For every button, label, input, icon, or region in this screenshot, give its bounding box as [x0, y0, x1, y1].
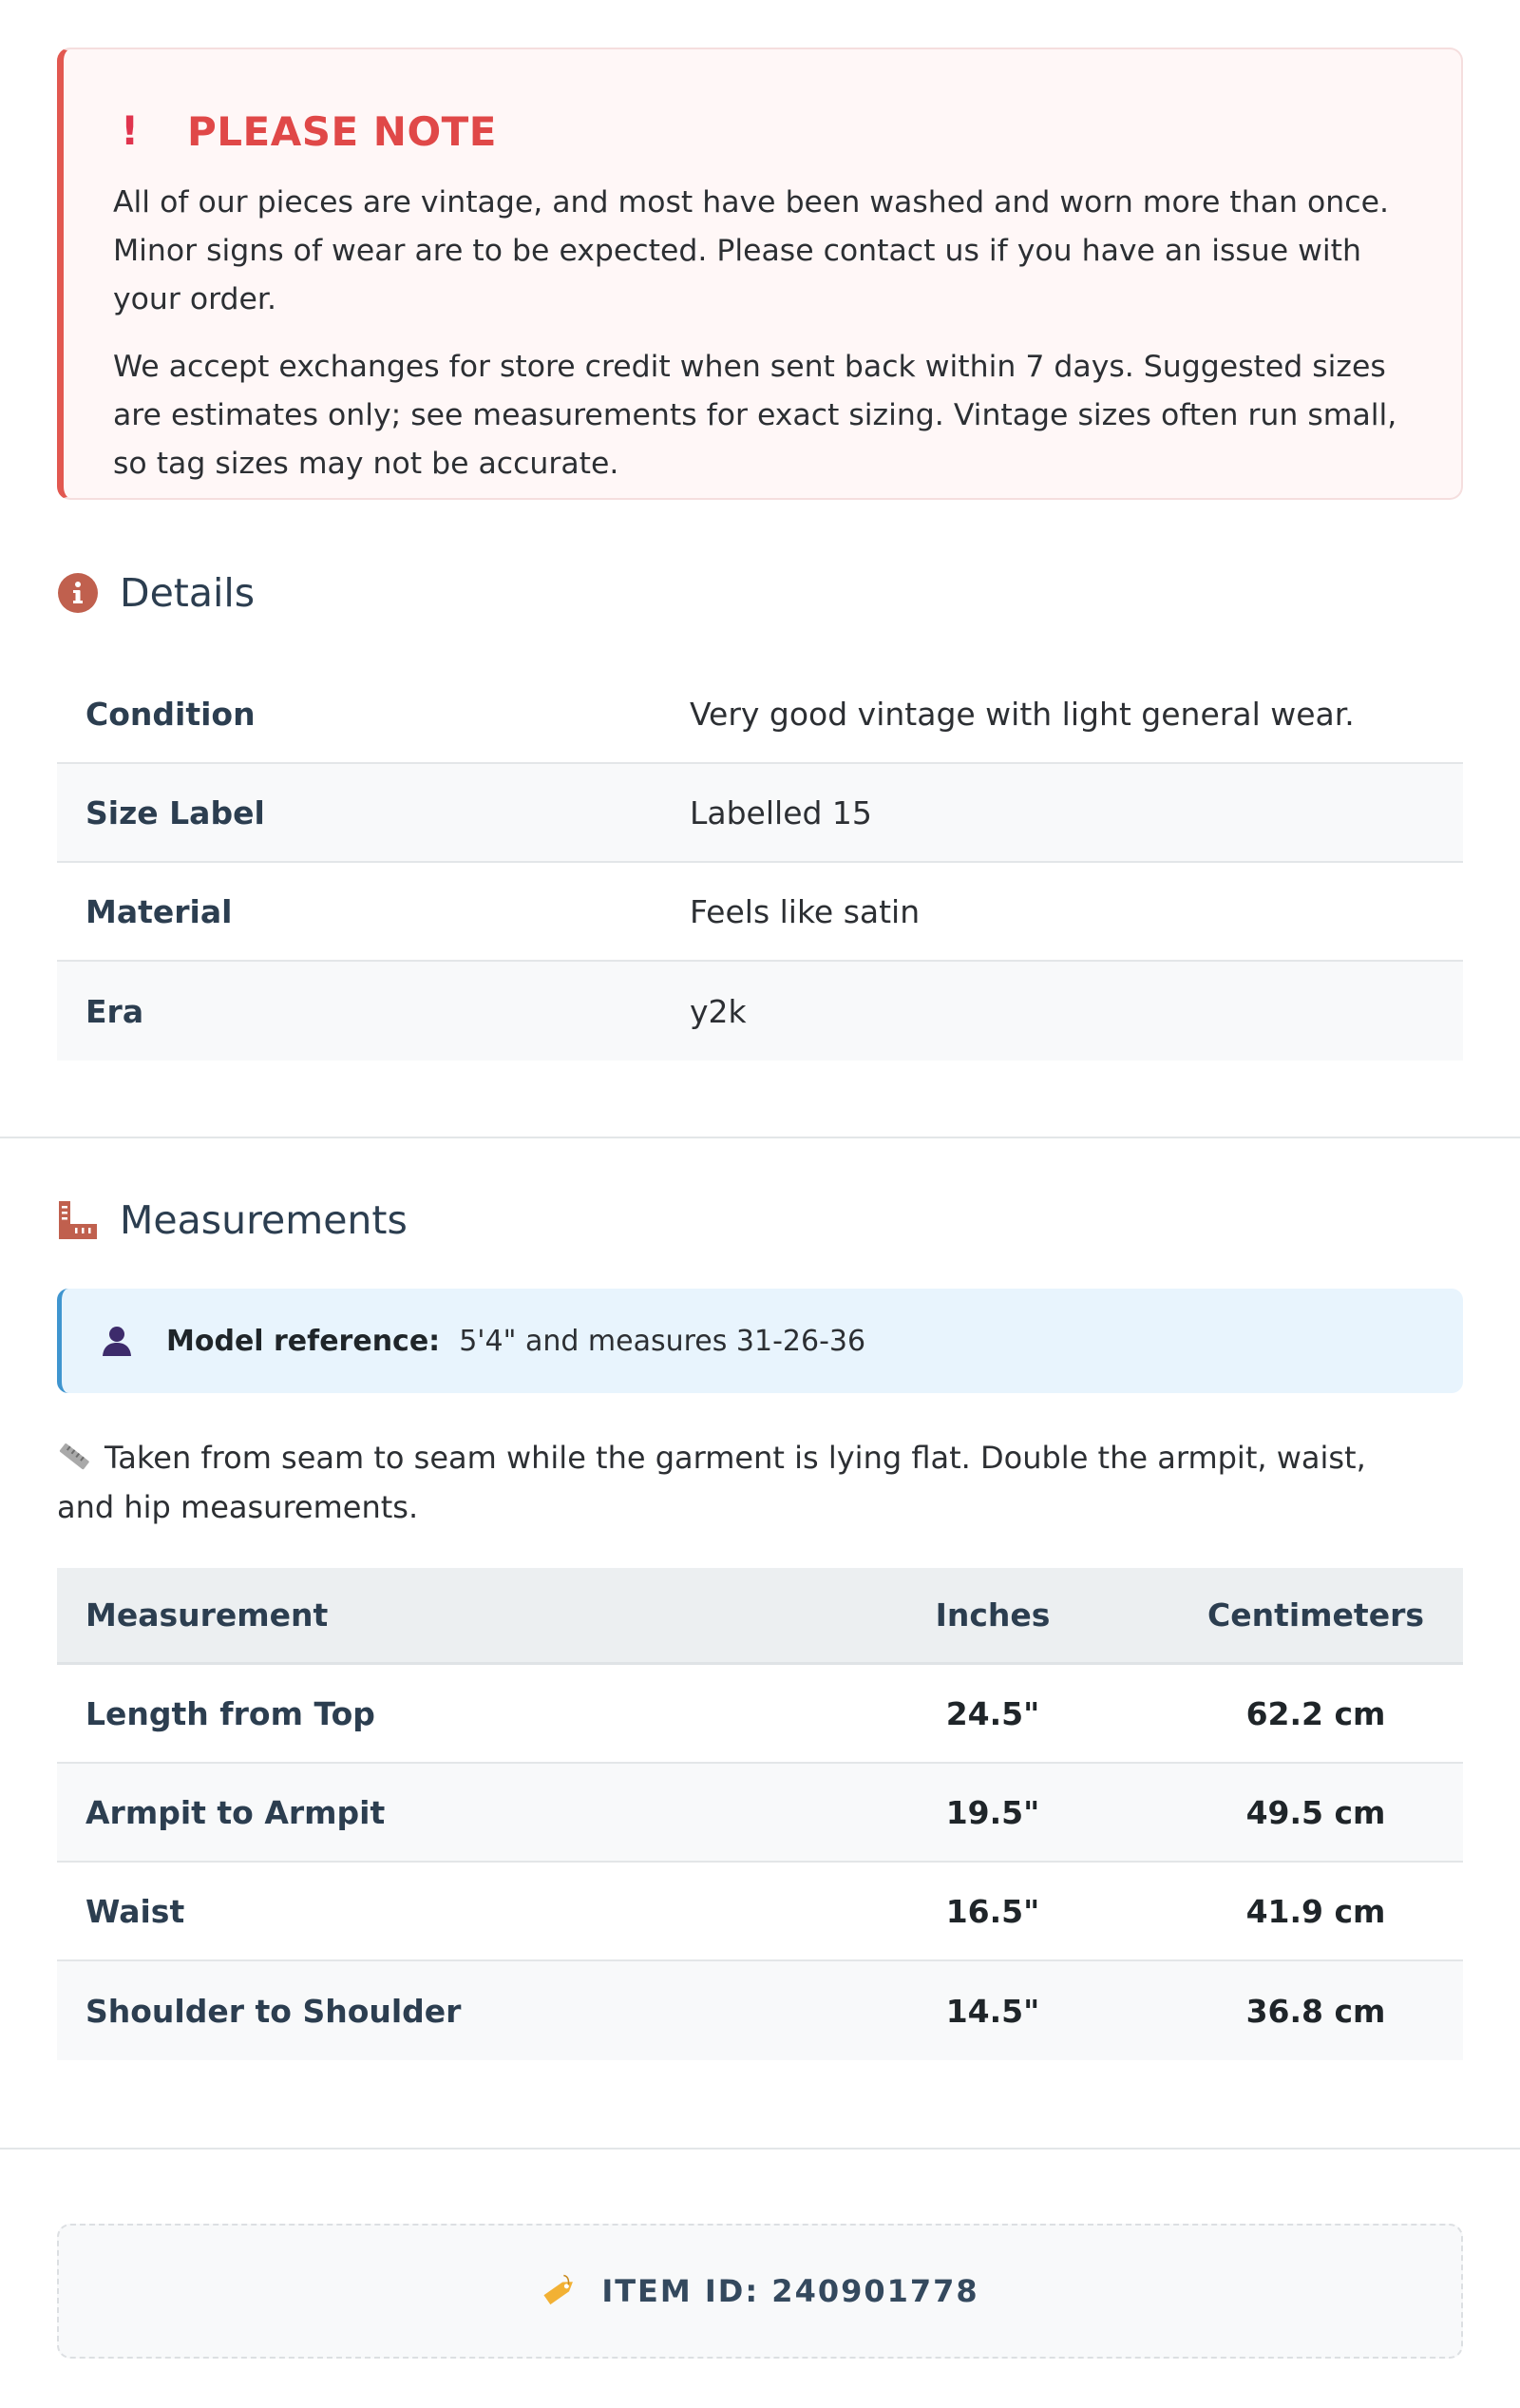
column-header-inches: Inches [935, 1596, 1051, 1634]
measurements-table [57, 1568, 1463, 2060]
model-reference-box [57, 1289, 1463, 1393]
exclamation-icon: ! [121, 107, 140, 154]
measurement-inches: 14.5" [945, 1992, 1040, 2030]
detail-value: Very good vintage with light general wear. [690, 695, 1355, 733]
measurement-cm: 36.8 cm [1245, 1992, 1386, 2030]
model-reference-value: 5'4" and measures 31-26-36 [459, 1324, 866, 1358]
measurement-cm: 41.9 cm [1245, 1892, 1386, 1930]
item-id-box [57, 2224, 1463, 2359]
measurement-inches: 19.5" [945, 1793, 1040, 1831]
detail-key: Size Label [86, 793, 265, 831]
table-row [57, 1764, 1463, 1863]
measurement-name: Waist [86, 1892, 185, 1930]
measurement-cm: 49.5 cm [1245, 1793, 1386, 1831]
table-row [57, 665, 1463, 764]
details-table [57, 665, 1463, 1061]
table-row [57, 1863, 1463, 1961]
table-row [57, 1961, 1463, 2060]
table-row [57, 962, 1463, 1061]
measurements-title: Measurements [120, 1197, 408, 1243]
model-reference-label: Model reference: [166, 1324, 441, 1358]
measurement-cm: 62.2 cm [1245, 1694, 1386, 1732]
column-header-centimeters: Centimeters [1206, 1596, 1425, 1634]
measurement-inches: 24.5" [945, 1694, 1040, 1732]
person-icon [100, 1324, 134, 1358]
detail-value: Labelled 15 [690, 793, 872, 831]
notice-header [113, 105, 1414, 158]
column-header-measurement: Measurement [86, 1596, 329, 1634]
table-header [57, 1568, 1463, 1665]
measurement-name: Armpit to Armpit [86, 1793, 386, 1831]
please-note-box [57, 48, 1463, 500]
notice-paragraph-1: All of our pieces are vintage, and most have been washed and worn more than once. Minor signs of wear are to be expected. Please contact us if you have an issue with your order. [113, 185, 1389, 316]
table-row [57, 764, 1463, 863]
detail-value: Feels like satin [690, 892, 921, 930]
item-id-text: ITEM ID: 240901778 [601, 2273, 979, 2309]
notice-paragraph-2: We accept exchanges for store credit when sent back within 7 days. Suggested sizes are estimates only; see measurements for exact sizing. Vintage sizes often run small, so tag sizes may not be accurate. [113, 350, 1397, 481]
measurement-note [57, 1433, 1387, 1532]
ruler-pencil-icon [57, 1442, 91, 1472]
measurements-header [57, 1192, 408, 1249]
detail-key: Era [86, 992, 144, 1030]
detail-key: Material [86, 892, 233, 930]
tag-icon [541, 2272, 579, 2310]
measurement-note-text: Taken from seam to seam while the garment is lying flat. Double the armpit, waist, and hip measurements. [57, 1440, 1366, 1525]
measurement-inches: 16.5" [945, 1892, 1040, 1930]
section-divider [0, 2148, 1520, 2150]
detail-key: Condition [86, 695, 256, 733]
ruler-icon [57, 1199, 99, 1241]
table-row [57, 1665, 1463, 1764]
measurement-name: Shoulder to Shoulder [86, 1992, 462, 2030]
info-circle-icon [57, 572, 99, 614]
details-header [57, 564, 255, 621]
detail-value: y2k [690, 992, 747, 1030]
details-title: Details [120, 570, 256, 616]
table-row [57, 863, 1463, 962]
notice-title: PLEASE NOTE [187, 107, 497, 155]
measurement-name: Length from Top [86, 1694, 375, 1732]
section-divider [0, 1137, 1520, 1138]
